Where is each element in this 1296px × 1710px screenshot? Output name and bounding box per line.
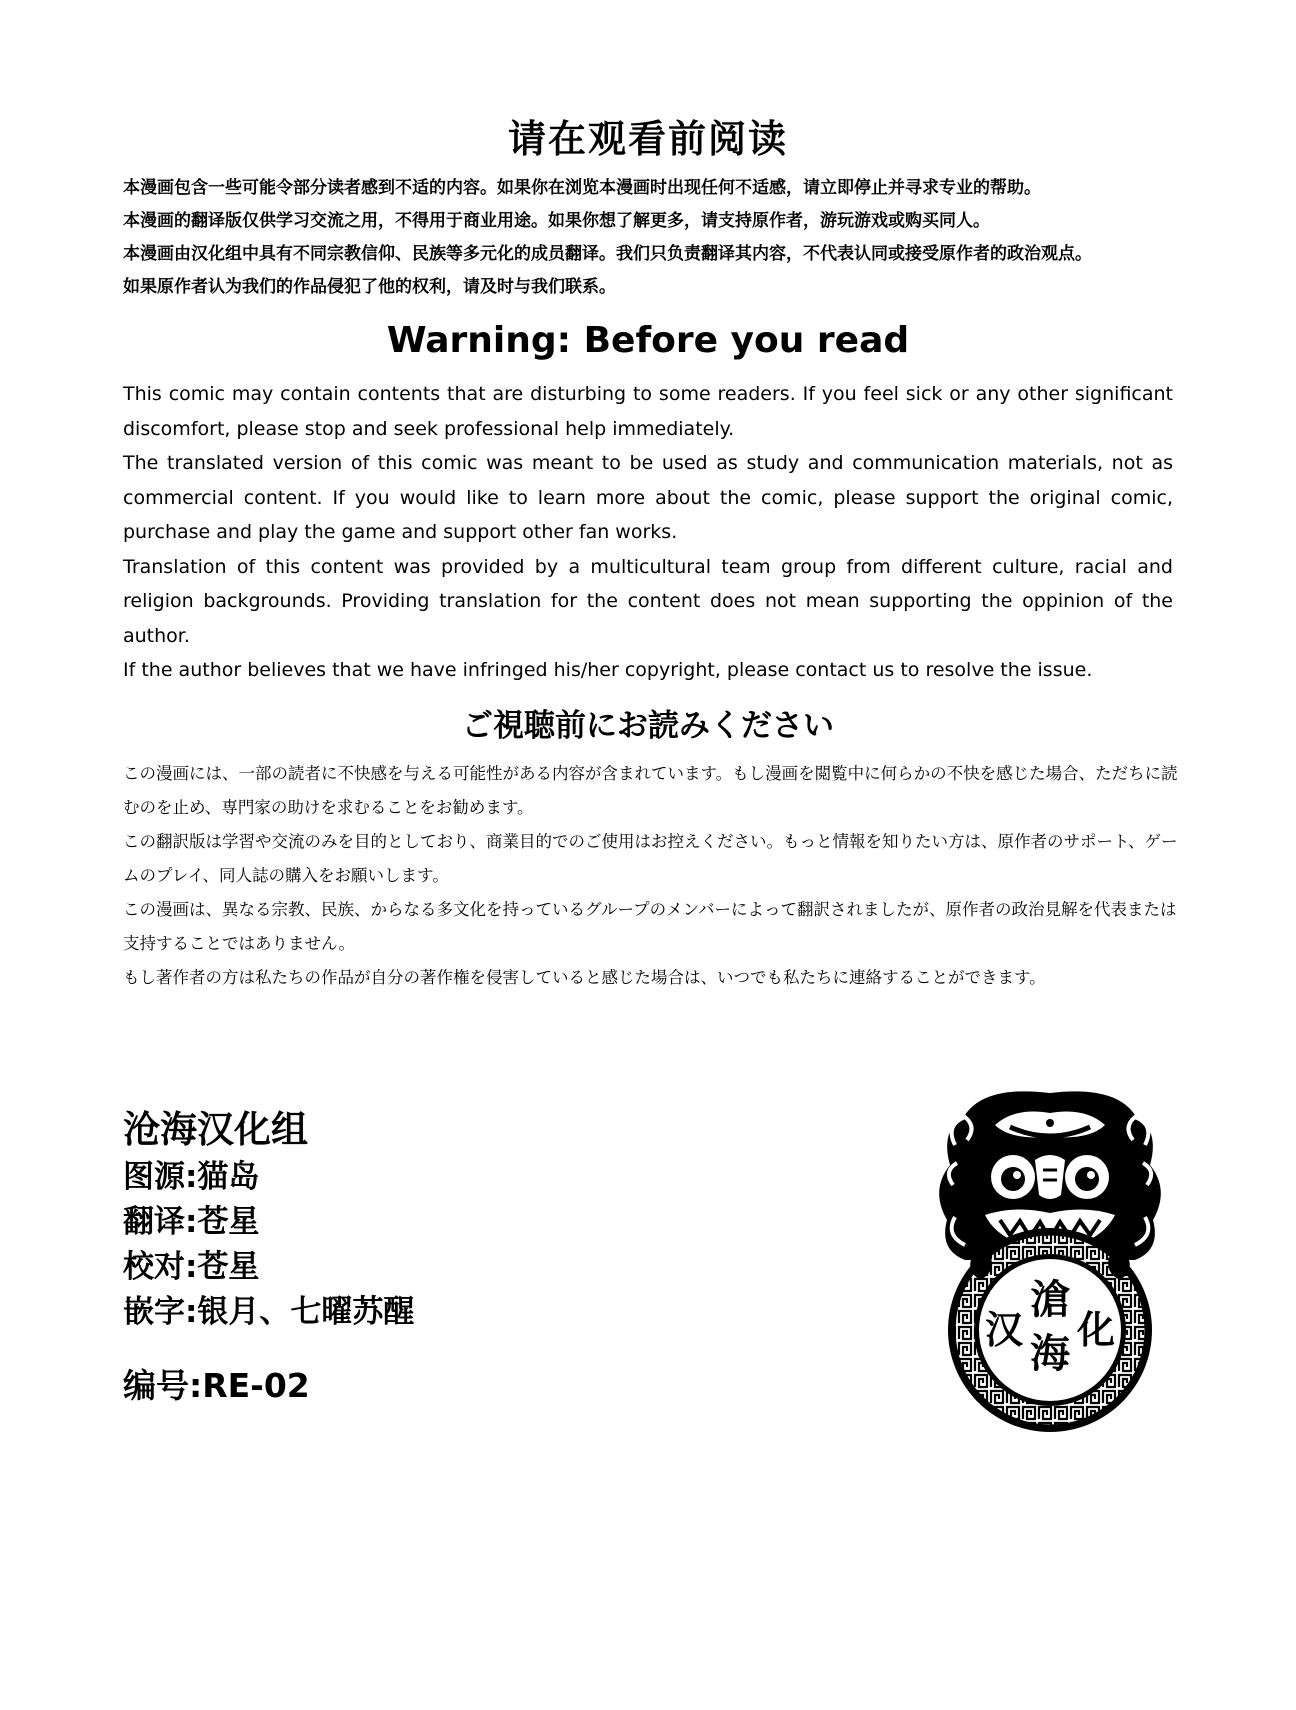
japanese-notice xyxy=(123,757,1183,995)
credits xyxy=(123,1105,414,1408)
english-title: Warning: Before you read xyxy=(386,320,910,361)
credit-typesetter: 嵌字:银月、七曜苏醒 xyxy=(123,1294,415,1330)
chinese-line: 本漫画的翻译版仅供学习交流之用，不得用于商业用途。如果你想了解更多，请支持原作者，游玩游戏或购买同人。 xyxy=(123,211,990,231)
seal-char: 海 xyxy=(1030,1330,1070,1377)
english-paragraph: Translation of this content was provided by a multicultural team group from different culture, racial and religion backgrounds. Providing translation for the content does not mean supporting the oppinion of the author. xyxy=(123,555,1173,647)
seal-char: 化 xyxy=(1076,1307,1116,1352)
japanese-paragraph: この漫画には、一部の読者に不快感を与える可能性がある内容が含まれています。もし漫画を閲覧中に何らかの不快を感じた場合、ただちに読むのを止め、専門家の助けを求むることをお勧めます。 xyxy=(123,764,1178,817)
japanese-paragraph: もし著作者の方は私たちの作品が自分の著作権を侵害していると感じた場合は、いつでも私たちに連絡することができます。 xyxy=(123,968,1046,987)
chinese-line: 本漫画由汉化组中具有不同宗教信仰、民族等多元化的成员翻译。我们只负责翻译其内容，不代表认同或接受原作者的政治观点。 xyxy=(123,244,1092,264)
english-paragraph: If the author believes that we have infringed his/her copyright, please contact us to resolve the issue. xyxy=(123,659,1093,681)
credit-proofreader: 校对:苍星 xyxy=(123,1249,260,1285)
chinese-line: 如果原作者认为我们的作品侵犯了他的权利，请及时与我们联系。 xyxy=(123,277,616,297)
seal-char: 汉 xyxy=(984,1307,1024,1352)
japanese-title: ご視聴前にお読みください xyxy=(462,708,834,744)
chinese-title: 请在观看前阅读 xyxy=(507,117,788,161)
seal-char: 滄 xyxy=(1030,1276,1070,1323)
japanese-paragraph: この漫画は、異なる宗教、民族、からなる多文化を持っているグループのメンバーによって翻訳されましたが、原作者の政治見解を代表または支持することではありません。 xyxy=(123,900,1177,953)
credit-source: 图源:猫岛 xyxy=(123,1159,260,1195)
credit-translator: 翻译:苍星 xyxy=(123,1204,260,1240)
release-code: 编号:RE-02 xyxy=(123,1366,310,1405)
group-name: 沧海汉化组 xyxy=(123,1108,308,1151)
chinese-line: 本漫画包含一些可能令部分读者感到不适的内容。如果你在浏览本漫画时出现任何不适感，请立即停止并寻求专业的帮助。 xyxy=(123,178,1041,198)
japanese-paragraph: この翻訳版は学習や交流のみを目的としており、商業目的でのご使用はお控えください。もっと情報を知りたい方は、原作者のサポート、ゲームのプレイ、同人誌の購入をお願いします。 xyxy=(123,832,1178,885)
chinese-notice xyxy=(123,172,1183,304)
lion-head-seal-logo xyxy=(925,1085,1175,1435)
english-notice xyxy=(123,377,1173,688)
english-paragraph: This comic may contain contents that are disturbing to some readers. If you feel sick or any other significant discomfort, please stop and seek professional help immediately. xyxy=(123,383,1173,440)
english-paragraph: The translated version of this comic was meant to be used as study and communication materials, not as commercial content. If you would like to learn more about the comic, please support the original comic, purchase and play the game and support other fan works. xyxy=(123,452,1173,543)
